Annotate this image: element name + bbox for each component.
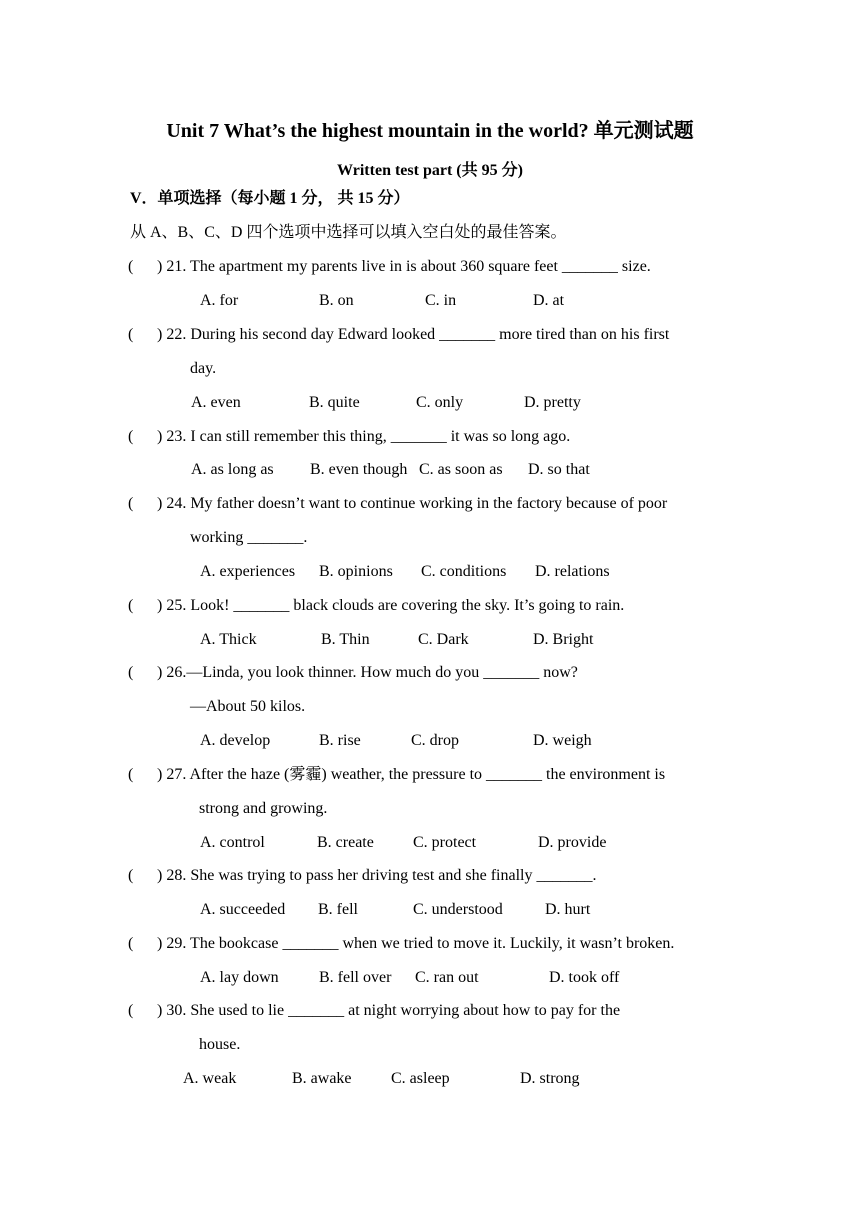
- answer-blank-paren: (: [128, 1002, 134, 1019]
- answer-blank-paren: (: [128, 597, 134, 614]
- answer-blank-paren: (: [128, 867, 134, 884]
- question-stem: ) 27. After the haze (雾霾) weather, the pressure to _______ the environment is: [157, 766, 666, 783]
- answer-blank-paren: (: [128, 258, 134, 275]
- option-c: C. only: [416, 394, 464, 411]
- option-d: D. pretty: [524, 394, 581, 411]
- option-a: A. as long as: [191, 461, 274, 478]
- option-d: D. took off: [549, 969, 620, 986]
- question-stem-continuation: working _______.: [190, 529, 308, 546]
- option-c: C. drop: [411, 732, 459, 749]
- question-stem-continuation: house.: [199, 1036, 241, 1053]
- question-stem-continuation: —About 50 kilos.: [190, 698, 306, 715]
- option-d: D. strong: [520, 1070, 580, 1087]
- question-stem: ) 25. Look! _______ black clouds are covering the sky. It’s going to rain.: [157, 597, 625, 614]
- option-b: B. opinions: [319, 563, 393, 580]
- question-stem: ) 29. The bookcase _______ when we tried to move it. Luckily, it wasn’t broken.: [157, 935, 675, 952]
- option-a: A. weak: [183, 1070, 237, 1087]
- answer-blank-paren: (: [128, 664, 134, 681]
- option-c: C. conditions: [421, 563, 507, 580]
- option-b: B. create: [317, 834, 374, 851]
- option-c: C. Dark: [418, 631, 469, 648]
- question-stem: ) 22. During his second day Edward looked _______ more tired than on his first: [157, 326, 670, 343]
- option-a: A. even: [191, 394, 241, 411]
- question-stem: ) 26.—Linda, you look thinner. How much do you _______ now?: [157, 664, 578, 681]
- option-d: D. at: [533, 292, 565, 309]
- answer-blank-paren: (: [128, 495, 134, 512]
- option-b: B. quite: [309, 394, 360, 411]
- section-instruction: 从 A、B、C、D 四个选项中选择可以填入空白处的最佳答案。: [130, 224, 567, 241]
- option-c: C. as soon as: [419, 461, 503, 478]
- question-stem: ) 23. I can still remember this thing, _______ it was so long ago.: [157, 428, 571, 445]
- answer-blank-paren: (: [128, 428, 134, 445]
- question-stem: ) 28. She was trying to pass her driving test and she finally _______.: [157, 867, 597, 884]
- answer-blank-paren: (: [128, 766, 134, 783]
- page-subtitle: Written test part (共 95 分): [337, 162, 523, 179]
- option-b: B. on: [319, 292, 354, 309]
- answer-blank-paren: (: [128, 935, 134, 952]
- option-a: A. for: [200, 292, 239, 309]
- option-d: D. provide: [538, 834, 607, 851]
- option-d: D. relations: [535, 563, 610, 580]
- question-stem: ) 21. The apartment my parents live in is about 360 square feet _______ size.: [157, 258, 651, 275]
- option-c: C. ran out: [415, 969, 479, 986]
- option-c: C. understood: [413, 901, 503, 918]
- option-c: C. asleep: [391, 1070, 450, 1087]
- option-b: B. fell: [318, 901, 358, 918]
- option-a: A. succeeded: [200, 901, 286, 918]
- option-a: A. experiences: [200, 563, 296, 580]
- option-a: A. develop: [200, 732, 271, 749]
- option-a: A. lay down: [200, 969, 279, 986]
- question-stem: ) 24. My father doesn’t want to continue working in the factory because of poor: [157, 495, 668, 512]
- option-b: B. awake: [292, 1070, 352, 1087]
- question-stem: ) 30. She used to lie _______ at night worrying about how to pay for the: [157, 1002, 621, 1019]
- page-title: Unit 7 What’s the highest mountain in the world? 单元测试题: [166, 120, 694, 142]
- option-d: D. Bright: [533, 631, 594, 648]
- option-b: B. rise: [319, 732, 361, 749]
- option-b: B. fell over: [319, 969, 392, 986]
- question-stem-continuation: strong and growing.: [199, 800, 328, 817]
- option-b: B. Thin: [321, 631, 370, 648]
- option-a: A. Thick: [200, 631, 257, 648]
- answer-blank-paren: (: [128, 326, 134, 343]
- section-heading: V．单项选择（每小题 1 分， 共 15 分）: [130, 190, 410, 207]
- option-b: B. even though: [310, 461, 408, 478]
- option-a: A. control: [200, 834, 265, 851]
- option-c: C. in: [425, 292, 457, 309]
- option-d: D. hurt: [545, 901, 591, 918]
- option-d: D. weigh: [533, 732, 592, 749]
- option-c: C. protect: [413, 834, 477, 851]
- question-stem-continuation: day.: [190, 360, 217, 377]
- option-d: D. so that: [528, 461, 590, 478]
